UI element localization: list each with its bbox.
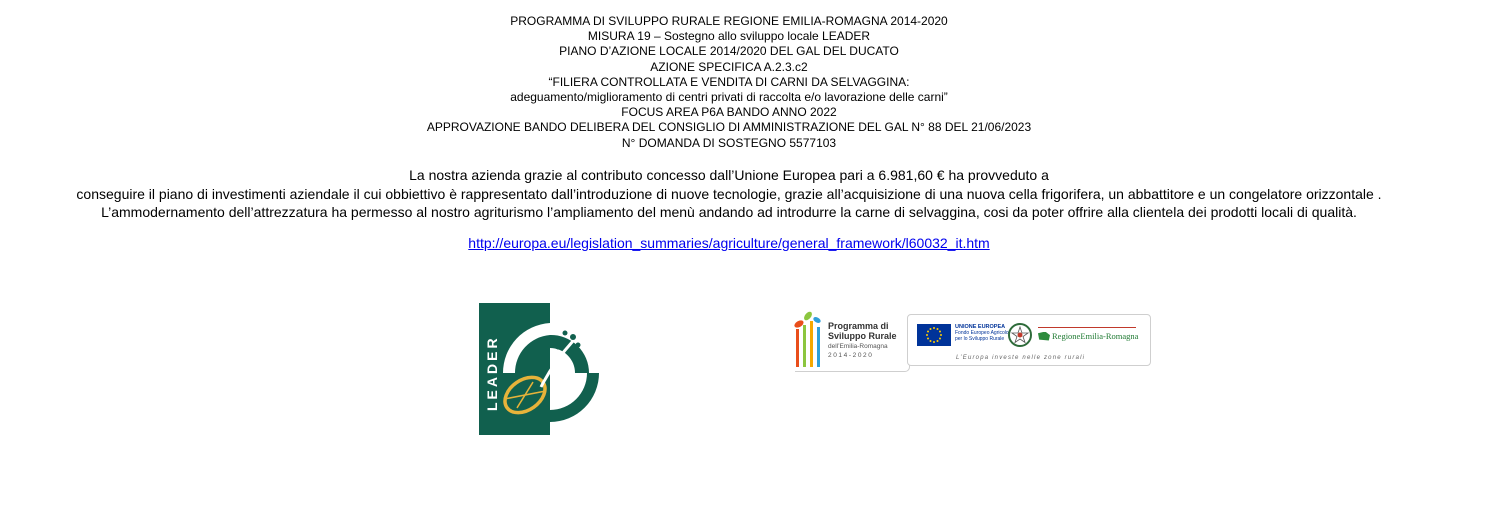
header-line: MISURA 19 – Sostegno allo sviluppo locale LEADER [587, 29, 871, 44]
eu-legislation-link[interactable]: http://europa.eu/legislation_summaries/agriculture/general_framework/l60032_it.htm [468, 235, 990, 251]
body-line: L’ammodernamento dell’attrezzatura ha permesso al nostro agriturismo l’ampliamento del menù andando ad introdurre la carne di selvaggina, cosi da poter offrire alla clientela dei prodotti locali di qualità. [101, 204, 1357, 220]
body-text [0, 166, 1458, 222]
header-line: “FILIERA CONTROLLATA E VENDITA DI CARNI DA SELVAGGINA: [548, 74, 910, 89]
psr-years: 2014-2020 [828, 352, 874, 359]
region-name: RegioneEmilia-Romagna [1052, 331, 1139, 341]
psr-logo [791, 307, 911, 373]
header-line: adeguamento/miglioramento di centri privati di raccolta e/o lavorazione delle carni” [510, 90, 948, 105]
body-line: La nostra azienda grazie al contributo concesso dall’Unione Europea pari a 6.981,60 € ha provveduto a [409, 167, 1049, 183]
italian-republic-emblem-icon [1007, 322, 1033, 348]
leader-wordmark: LEADER [484, 335, 500, 411]
region-map-icon [1038, 332, 1050, 341]
body-line: conseguire il piano di investimenti aziendale il cui obbiettivo è rappresentato dall’introduzione di nuove tecnologie, grazie all’acquisizione di una nuova cella frigorifera, un abbattitore e un congelatore orizzontale . [76, 185, 1382, 202]
header-line: PIANO D’AZIONE LOCALE 2014/2020 DEL GAL DEL DUCATO [559, 44, 899, 59]
header-line: AZIONE SPECIFICA A.2.3.c2 [650, 59, 808, 74]
eu-line: per lo Sviluppo Rurale [955, 336, 1005, 342]
header-line: APPROVAZIONE BANDO DELIBERA DEL CONSIGLIO DI AMMINISTRAZIONE DEL GAL N° 88 DEL 21/06/2023 [426, 120, 1032, 135]
eu-line: Fondo Europeo Agricolo [955, 330, 1009, 336]
link-container [0, 235, 1458, 251]
region-logo [1038, 329, 1138, 343]
region-rule [1038, 327, 1136, 328]
psr-subtitle: dell’Emilia-Romagna [828, 343, 888, 350]
eu-flag-icon [917, 324, 951, 346]
header-line: N° DOMANDA DI SOSTEGNO 5577103 [621, 135, 837, 150]
psr-sprout-icon [791, 307, 827, 373]
header-line: FOCUS AREA P6A BANDO ANNO 2022 [621, 105, 837, 120]
psr-title-line: Sviluppo Rurale [828, 330, 897, 341]
eu-text [955, 324, 1009, 342]
psr-title-line: Programma di [828, 321, 889, 331]
tagline: L’Europa investe nelle zone rurali [956, 355, 1086, 361]
header-line: PROGRAMMA DI SVILUPPO RURALE REGIONE EMILIA-ROMAGNA 2014-2020 [510, 14, 948, 28]
partners-logo-box [907, 314, 1151, 366]
eu-title: UNIONE EUROPEA [955, 324, 1006, 330]
program-header [0, 14, 1458, 151]
leader-logo [479, 303, 611, 435]
psr-title [828, 322, 897, 341]
